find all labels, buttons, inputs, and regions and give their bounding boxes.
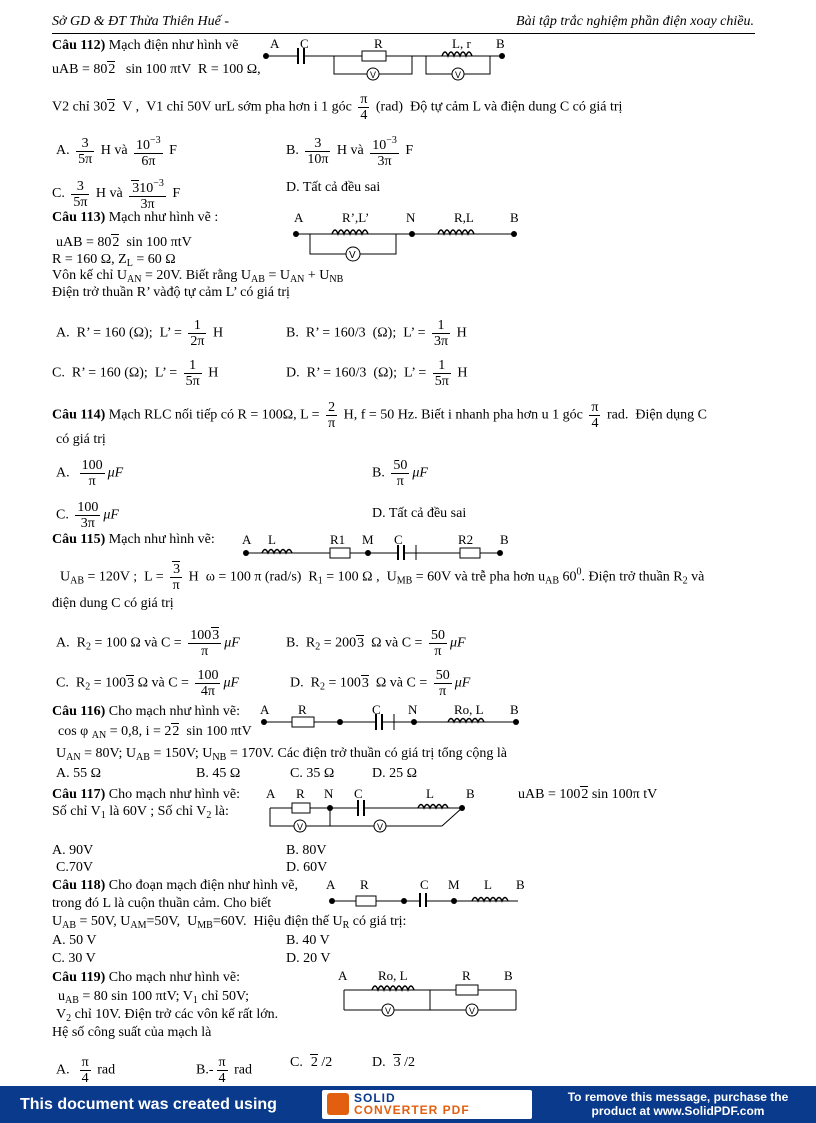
header-right: Bài tập trắc nghiệm phần điện xoay chiều. [516, 14, 754, 29]
q118-label-a: A [326, 877, 336, 892]
q117-circuit-diagram [262, 786, 492, 836]
q119-circuit-diagram [334, 968, 534, 1020]
q116-label-a: A [260, 702, 270, 717]
q113-line4: Điện trở thuần R’ vàđộ tự cảm L’ có giá trị [52, 285, 290, 300]
q119-label-rol: Ro, L [378, 968, 408, 983]
banner-left-text: This document was created using [20, 1096, 277, 1113]
q113-label-a: A [294, 210, 304, 225]
q113-voltmeter-icon: V [349, 250, 356, 261]
q112-title: Câu 112) [52, 38, 106, 53]
q116-option-c[interactable]: C. 35 Ω [290, 766, 335, 781]
q119-line3: Hệ số công suất của mạch là [52, 1025, 212, 1040]
q117-label-b: B [466, 786, 475, 801]
q113-option-b[interactable]: B. R’ = 160/3 (Ω); L’ = $\frac{1}{3\pi}$ H [286, 318, 467, 349]
q116-line2: $U_{AN} = 80V$; $U_{AB} = 150V$; $U_{NB} = 170V$. Các điện trở thuần có giá trị tổng cộng là [56, 746, 507, 763]
q117-right: uAB = 1002 sin 100π tV [518, 787, 658, 802]
q119-title: Câu 119) [52, 970, 106, 985]
q117-label-n: N [324, 786, 334, 801]
q117-option-c[interactable]: C.70V [56, 860, 93, 875]
q115-circuit-diagram [238, 532, 518, 560]
q115-label-c: C [394, 532, 403, 547]
q112-label-r: R [374, 36, 383, 51]
q115-option-a[interactable]: A. $R_2 = 100$ Ω và C = $\frac{1003}{\pi}$ μF [56, 628, 240, 659]
q115-intro: Mạch như hình vẽ: [108, 532, 215, 547]
q115-label-r2: R2 [458, 532, 474, 547]
q112-voltmeter-2-icon: V [455, 70, 462, 80]
q115-line2: điện dung C có giá trị [52, 596, 174, 611]
q116-option-d[interactable]: D. 25 Ω [372, 766, 418, 781]
banner-purchase-link[interactable]: product at www.SolidPDF.com [591, 1104, 765, 1118]
q112-option-c[interactable]: C. $\frac{3}{5\pi}$ H và $\frac{310^{-3}}{3\pi}$ F [52, 178, 181, 212]
q118-option-a[interactable]: A. 50 V [52, 933, 97, 948]
pdf-logo-icon [327, 1093, 349, 1115]
q113-line3: Vôn kế chỉ $U_{AN} = 20V$. Biết rằng $U_{AB} = U_{AN} + U_{NB}$ [52, 268, 344, 285]
q118-option-d[interactable]: D. 20 V [286, 951, 331, 966]
q119-option-b[interactable]: B.- $\frac{\pi}{4}$ rad [196, 1055, 252, 1086]
q119-label-a: A [338, 968, 348, 983]
q117-voltmeter-2-icon: V [377, 822, 384, 832]
q114-option-a[interactable]: A. $\frac{100}{\pi}$ μF [56, 458, 124, 489]
q117-title: Câu 117) [52, 787, 106, 802]
q118-label-c: C [420, 877, 429, 892]
q118-circuit-diagram [322, 877, 532, 907]
q117-label-l: L [426, 786, 434, 801]
q115-title: Câu 115) [52, 532, 106, 547]
q115-label-a: A [242, 532, 252, 547]
q119-option-d[interactable]: D. 3 /2 [372, 1055, 416, 1070]
q114-option-c[interactable]: C. $\frac{100}{3\pi}$ μF [56, 500, 119, 531]
q118-title: Câu 118) [52, 878, 106, 893]
q119-line2: $V_2$ chỉ 10V. Điện trở các vôn kế rất lớn. [56, 1007, 279, 1024]
q114-line1: Câu 114) Mạch RLC nối tiếp có R = 100Ω, L = $\frac{2}{\pi}$ H, f = 50 Hz. Biết i nhanh pha hơn u 1 góc $\frac{\pi}{4}$ rad. Điện dụng C [52, 400, 707, 431]
q115-label-m: M [362, 532, 374, 547]
q112-line2: V2 chỉ 302 V , V1 chỉ 50V urL sớm pha hơn i 1 góc $\frac{\pi}{4}$ (rad) Độ tự cảm L và điện dung C có giá trị [52, 92, 623, 123]
q118-intro: Cho đoạn mạch điện như hình vẽ, [108, 878, 298, 893]
q115-label-l: L [268, 532, 276, 547]
q113-label-rl2: R,L [454, 210, 474, 225]
q113-line2: R = 160 Ω, $Z_L = 60$ Ω [52, 252, 176, 269]
q117-option-b[interactable]: B. 80V [286, 843, 327, 858]
q113-intro: Mạch như hình vẽ : [108, 210, 219, 225]
q116-option-a[interactable]: A. 55 Ω [56, 766, 102, 781]
logo-top-text: SOLID [354, 1091, 396, 1105]
q113-option-a[interactable]: A. R’ = 160 (Ω); L’ = $\frac{1}{2\pi}$ H [56, 318, 224, 349]
q112-label-b: B [496, 36, 505, 51]
q113-option-d[interactable]: D. R’ = 160/3 (Ω); L’ = $\frac{1}{5\pi}$ H [286, 358, 468, 389]
q118-label-b: B [516, 877, 525, 892]
q113-title: Câu 113) [52, 210, 106, 225]
q116-label-c: C [372, 702, 381, 717]
q118-label-m: M [448, 877, 460, 892]
q118-option-b[interactable]: B. 40 V [286, 933, 330, 948]
q116-label-rol: Ro, L [454, 702, 484, 717]
q112-label-c: C [300, 36, 309, 51]
q115-option-c[interactable]: C. $R_2 = 1003$ Ω và C = $\frac{100}{4\pi}$ μF [56, 668, 240, 699]
q119-option-c[interactable]: C. 2 /2 [290, 1055, 333, 1070]
q119-label-b: B [504, 968, 513, 983]
q114-option-b[interactable]: B. $\frac{50}{\pi}$ μF [372, 458, 428, 489]
solid-converter-logo[interactable] [322, 1090, 532, 1119]
header-rule [52, 33, 755, 34]
q113-line1: uAB = 802 sin 100 πtV [56, 235, 192, 250]
q113-label-n: N [406, 210, 416, 225]
q117-intro: Cho mạch như hình vẽ: [108, 787, 241, 802]
q116-line1: cos φ $_{AN}$ = 0,8, i = 22 sin 100 πtV [58, 724, 252, 741]
q116-title: Câu 116) [52, 704, 106, 719]
q118-line1: trong đó L là cuộn thuần cảm. Cho biết [52, 896, 272, 911]
q117-label-a: A [266, 786, 276, 801]
solid-pdf-banner[interactable] [0, 1086, 816, 1123]
q119-option-a[interactable]: A. $\frac{\pi}{4}$ rad [56, 1055, 116, 1086]
q112-label-a: A [270, 36, 280, 51]
q117-option-d[interactable]: D. 60V [286, 860, 328, 875]
q116-option-b[interactable]: B. 45 Ω [196, 766, 241, 781]
q119-label-r: R [462, 968, 471, 983]
q115-option-d[interactable]: D. $R_2 = 1003$ Ω và C = $\frac{50}{\pi}$ μF [290, 668, 471, 699]
q112-option-a[interactable]: A. $\frac{3}{5\pi}$ H và $\frac{10^{-3}}{6\pi}$ F [56, 135, 177, 169]
q119-voltmeter-1-icon: V [385, 1006, 392, 1016]
q113-option-c[interactable]: C. R’ = 160 (Ω); L’ = $\frac{1}{5\pi}$ H [52, 358, 219, 389]
q113-circuit-diagram [288, 210, 528, 266]
q118-option-c[interactable]: C. 30 V [52, 951, 96, 966]
q114-option-d[interactable]: D. Tất cả đều sai [372, 506, 467, 521]
q119-line1: $u_{AB} = 80$ sin 100 πtV; $V_1$ chỉ 50V; [58, 989, 249, 1006]
q115-option-b[interactable]: B. $R_2 = 2003$ Ω và C = $\frac{50}{\pi}$ μF [286, 628, 466, 659]
q116-intro: Cho mạch như hình vẽ: [108, 704, 241, 719]
q117-line1: Số chỉ $V_1$ là 60V ; Số chỉ $V_2$ là: [52, 804, 229, 821]
q116-circuit-diagram [258, 702, 530, 730]
q112-option-d[interactable]: D. Tất cả đều sai [286, 180, 381, 195]
q118-label-r: R [360, 877, 369, 892]
header-left: Sở GD & ĐT Thừa Thiên Huế - [52, 14, 230, 29]
q115-label-b: B [500, 532, 509, 547]
q117-label-c: C [354, 786, 363, 801]
q119-voltmeter-2-icon: V [469, 1006, 476, 1016]
q116-label-r: R [298, 702, 307, 717]
q118-line2: $U_{AB} = 50V$, $U_{AM}=50V$, $U_{MB}=60V$. Hiệu điện thế $U_R$ có giá trị: [52, 914, 407, 931]
q119-intro: Cho mạch như hình vẽ: [105, 970, 241, 985]
q113-label-b: B [510, 210, 519, 225]
q112-option-b[interactable]: B. $\frac{3}{10\pi}$ H và $\frac{10^{-3}}{3\pi}$ F [286, 135, 414, 169]
logo-bottom-text: CONVERTER PDF [354, 1103, 470, 1117]
q116-label-n: N [408, 702, 418, 717]
q112-voltmeter-1-icon: V [370, 70, 377, 80]
q112-circuit-diagram [262, 36, 512, 82]
q118-label-l: L [484, 877, 492, 892]
q115-label-r1: R1 [330, 532, 346, 547]
q112-line1: uAB = 802 sin 100 πtV R = 100 Ω, [52, 62, 261, 77]
q114-line2: có giá trị [56, 432, 106, 447]
banner-right-line1: To remove this message, purchase the [567, 1090, 789, 1104]
q112-intro: Mạch điện như hình vẽ [108, 38, 239, 53]
q114-title: Câu 114) [52, 407, 106, 423]
q117-option-a[interactable]: A. 90V [52, 843, 94, 858]
q117-voltmeter-1-icon: V [297, 822, 304, 832]
q117-label-r: R [296, 786, 305, 801]
q112-label-lr: L, r [452, 36, 471, 51]
q113-label-rl1: R’,L’ [342, 210, 370, 225]
q116-label-b: B [510, 702, 519, 717]
q115-line1: $U_{AB} = 120V$ ; L = $\frac{3}{\pi}$ H ω = 100 π (rad/s) $R_1 = 100$ Ω , $U_{MB} = 60V$ và trễ pha hơn $u_{AB}$ $60^0$. Điện trở thuần $R_2$ và [60, 562, 705, 593]
